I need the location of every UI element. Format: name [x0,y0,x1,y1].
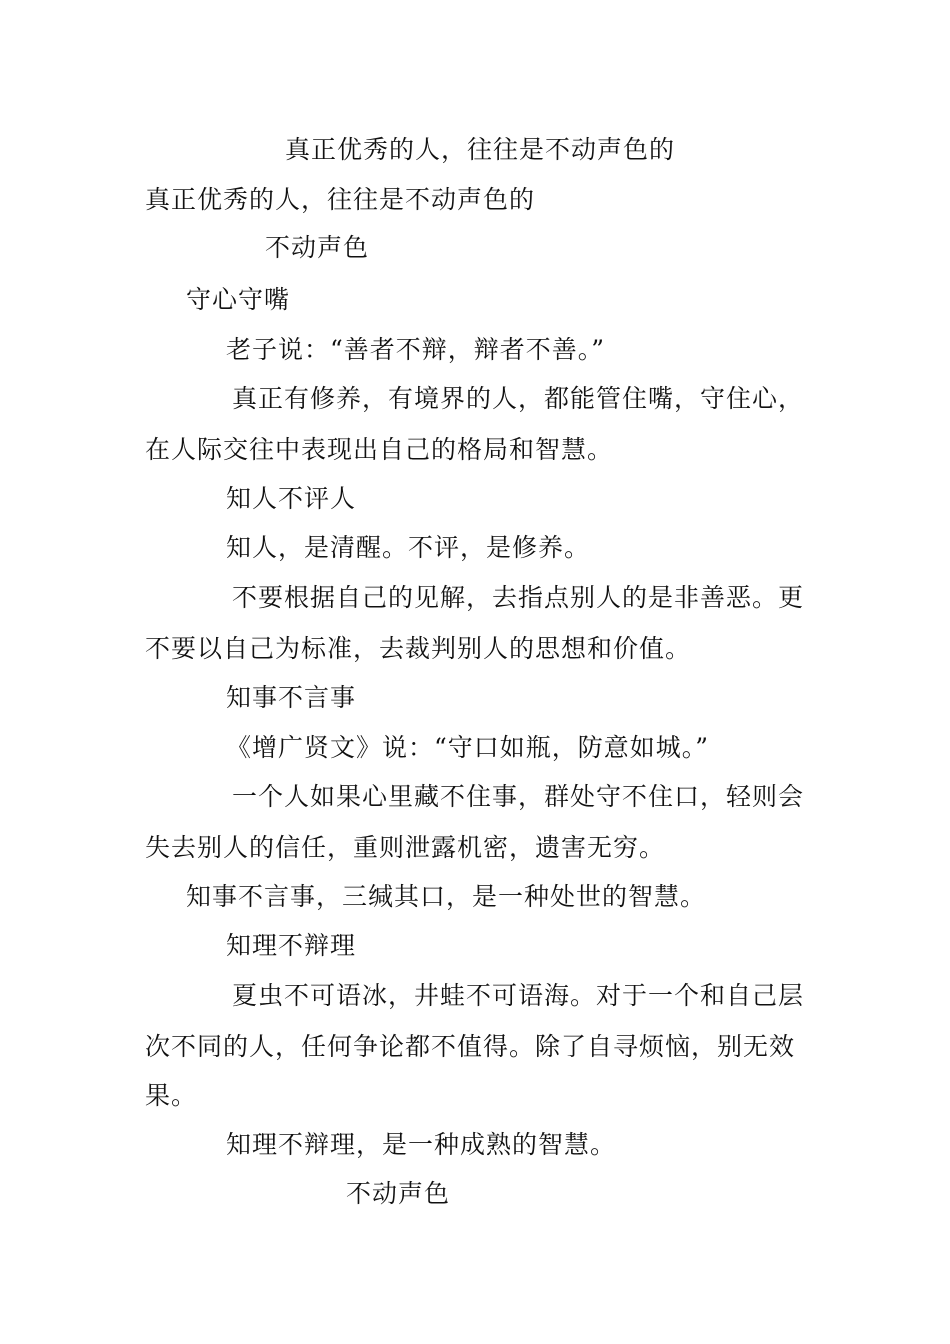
paragraph: 知事不言事，三缄其口，是一种处世的智慧。 [186,882,707,911]
paragraph-line: 一个人如果心里藏不住事，群处守不住口，轻则会 [232,782,805,811]
document-title-left: 真正优秀的人，往往是不动声色的 [145,185,536,214]
document-title-centered: 真正优秀的人，往往是不动声色的 [285,135,676,164]
paragraph-line: 次不同的人，任何争论都不值得。除了自寻烦恼，别无效 [145,1032,796,1061]
paragraph-line: 不要以自己为标准，去裁判别人的思想和价值。 [145,634,692,663]
paragraph: 知人，是清醒。不评，是修养。 [226,533,591,562]
paragraph-line: 夏虫不可语冰，井蛙不可语海。对于一个和自己层 [232,981,805,1010]
paragraph-line: 果。 [145,1081,198,1110]
paragraph-line: 在人际交往中表现出自己的格局和智慧。 [145,435,614,464]
paragraph: 《增广贤文》说：“守口如瓶，防意如城。” [226,733,710,762]
section-heading: 不动声色 [265,233,370,262]
paragraph-line: 失去别人的信任，重则泄露机密，遗害无穷。 [145,833,666,862]
paragraph-line: 不要根据自己的见解，去指点别人的是非善恶。更 [232,583,805,612]
subheading: 守心守嘴 [186,285,291,314]
paragraph-line: 真正有修养，有境界的人，都能管住嘴，守住心， [232,384,805,413]
subheading: 知人不评人 [226,484,357,513]
paragraph: 知理不辩理，是一种成熟的智慧。 [226,1130,617,1159]
subheading: 知事不言事 [226,683,357,712]
subheading: 知理不辩理 [226,931,357,960]
paragraph: 老子说：“善者不辩，辩者不善。” [226,335,606,364]
section-heading: 不动声色 [346,1179,451,1208]
